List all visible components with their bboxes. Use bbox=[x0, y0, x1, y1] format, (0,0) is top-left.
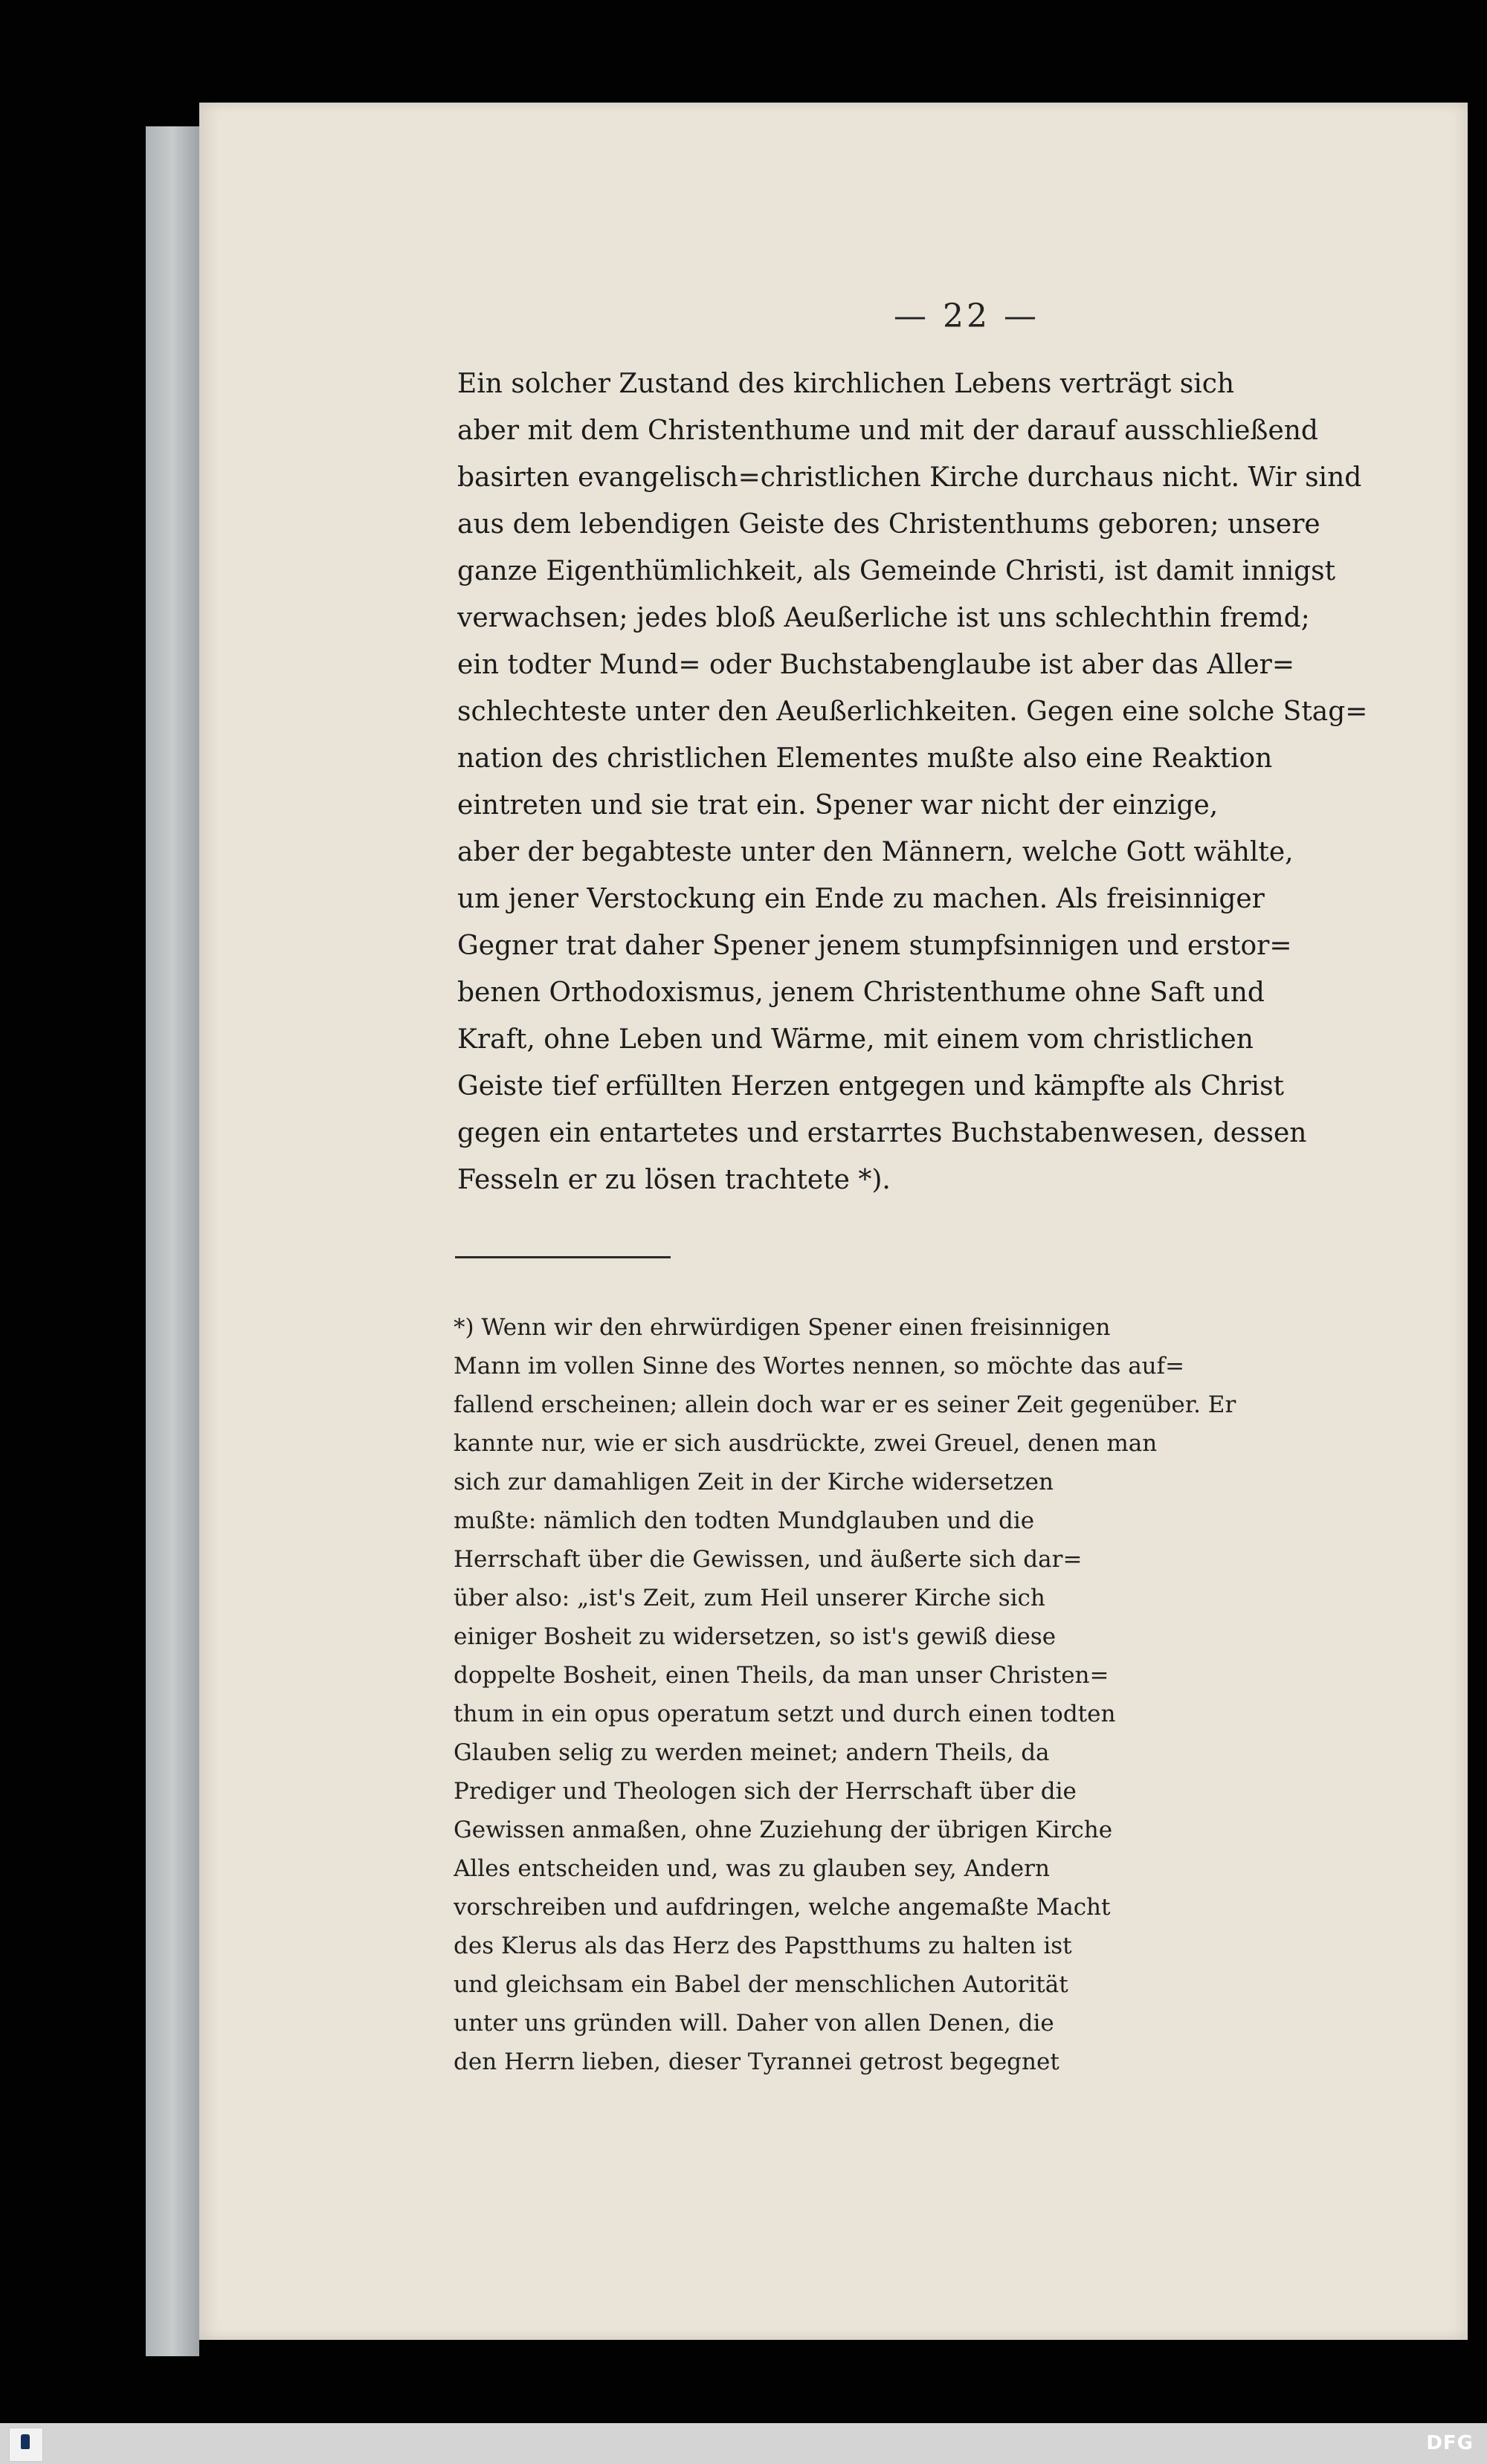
main-paragraph bbox=[457, 360, 1416, 1203]
paragraph-line: Gegner trat daher Spener jenem stumpfsinnigen und erstor= bbox=[457, 931, 1292, 961]
dfg-logo: DFG bbox=[1426, 2432, 1474, 2454]
paragraph-line: verwachsen; jedes bloß Aeußerliche ist uns schlechthin fremd; bbox=[457, 603, 1310, 633]
footnote-line: Alles entscheiden und, was zu glauben sey, Andern bbox=[454, 1855, 1050, 1882]
paragraph-line: Ein solcher Zustand des kirchlichen Lebens verträgt sich bbox=[457, 369, 1235, 399]
paragraph-line: ganze Eigenthümlichkeit, als Gemeinde Christi, ist damit innigst bbox=[457, 556, 1336, 586]
paragraph-line: aus dem lebendigen Geiste des Christenthums geboren; unsere bbox=[457, 509, 1320, 540]
footnote-line: sich zur damahligen Zeit in der Kirche widersetzen bbox=[454, 1469, 1054, 1495]
library-crest-icon bbox=[9, 2428, 43, 2462]
paragraph-line: ein todter Mund= oder Buchstabenglaube ist aber das Aller= bbox=[457, 650, 1295, 680]
page-number: — 22 — bbox=[894, 297, 1039, 335]
footnote-line: kannte nur, wie er sich ausdrückte, zwei Greuel, denen man bbox=[454, 1430, 1158, 1457]
paragraph-line: Geiste tief erfüllten Herzen entgegen und kämpfte als Christ bbox=[457, 1071, 1285, 1102]
footnote-line: *) Wenn wir den ehrwürdigen Spener einen freisinnigen bbox=[454, 1314, 1111, 1341]
paragraph-line: Kraft, ohne Leben und Wärme, mit einem vom christlichen bbox=[457, 1024, 1254, 1055]
footnote-line: einiger Bosheit zu widersetzen, so ist's gewiß diese bbox=[454, 1623, 1057, 1650]
footnote-line: Glauben selig zu werden meinet; andern Theils, da bbox=[454, 1739, 1050, 1766]
footnote-line: über also: „ist's Zeit, zum Heil unserer Kirche sich bbox=[454, 1585, 1045, 1611]
footnote-line: des Klerus als das Herz des Papstthums zu halten ist bbox=[454, 1933, 1072, 1959]
footnote-line: Mann im vollen Sinne des Wortes nennen, so möchte das auf= bbox=[454, 1353, 1185, 1380]
footnote-line: Prediger und Theologen sich der Herrschaft über die bbox=[454, 1778, 1077, 1805]
paragraph-line: aber mit dem Christenthume und mit der darauf ausschließend bbox=[457, 415, 1318, 446]
viewer-footer-bar bbox=[0, 2423, 1487, 2464]
footnote-line: den Herrn lieben, dieser Tyrannei getrost begegnet bbox=[454, 2049, 1059, 2075]
paragraph-line: benen Orthodoxismus, jenem Christenthume ohne Saft und bbox=[457, 977, 1265, 1008]
paragraph-line: eintreten und sie trat ein. Spener war nicht der einzige, bbox=[457, 790, 1219, 821]
footnote-line: unter uns gründen will. Daher von allen Denen, die bbox=[454, 2010, 1054, 2037]
footnote-line: thum in ein opus operatum setzt und durch einen todten bbox=[454, 1701, 1116, 1727]
footnote-line: mußte: nämlich den todten Mundglauben und die bbox=[454, 1507, 1035, 1534]
footnote-line: und gleichsam ein Babel der menschlichen Autorität bbox=[454, 1971, 1068, 1998]
footnote-line: vorschreiben und aufdringen, welche angemaßte Macht bbox=[454, 1894, 1111, 1921]
paragraph-line: gegen ein entartetes und erstarrtes Buchstabenwesen, dessen bbox=[457, 1118, 1307, 1148]
paragraph-line: basirten evangelisch=christlichen Kirche durchaus nicht. Wir sind bbox=[457, 462, 1362, 493]
paragraph-line: aber der begabteste unter den Männern, welche Gott wählte, bbox=[457, 837, 1294, 867]
paragraph-line: Fesseln er zu lösen trachtete *). bbox=[457, 1165, 891, 1195]
footnote-line: fallend erscheinen; allein doch war er es seiner Zeit gegenüber. Er bbox=[454, 1391, 1236, 1418]
footnote-rule bbox=[455, 1256, 671, 1258]
footnote-line: doppelte Bosheit, einen Theils, da man unser Christen= bbox=[454, 1662, 1109, 1689]
footnote-line: Herrschaft über die Gewissen, und äußerte sich dar= bbox=[454, 1546, 1083, 1573]
paragraph-line: um jener Verstockung ein Ende zu machen. Als freisinniger bbox=[457, 884, 1265, 914]
paragraph-line: nation des christlichen Elementes mußte also eine Reaktion bbox=[457, 743, 1273, 774]
footnote-line: Gewissen anmaßen, ohne Zuziehung der übrigen Kirche bbox=[454, 1817, 1113, 1843]
paragraph-line: schlechteste unter den Aeußerlichkeiten. Gegen eine solche Stag= bbox=[457, 696, 1368, 727]
adjacent-page-edge bbox=[146, 126, 199, 2356]
footnote bbox=[454, 1308, 1420, 2081]
